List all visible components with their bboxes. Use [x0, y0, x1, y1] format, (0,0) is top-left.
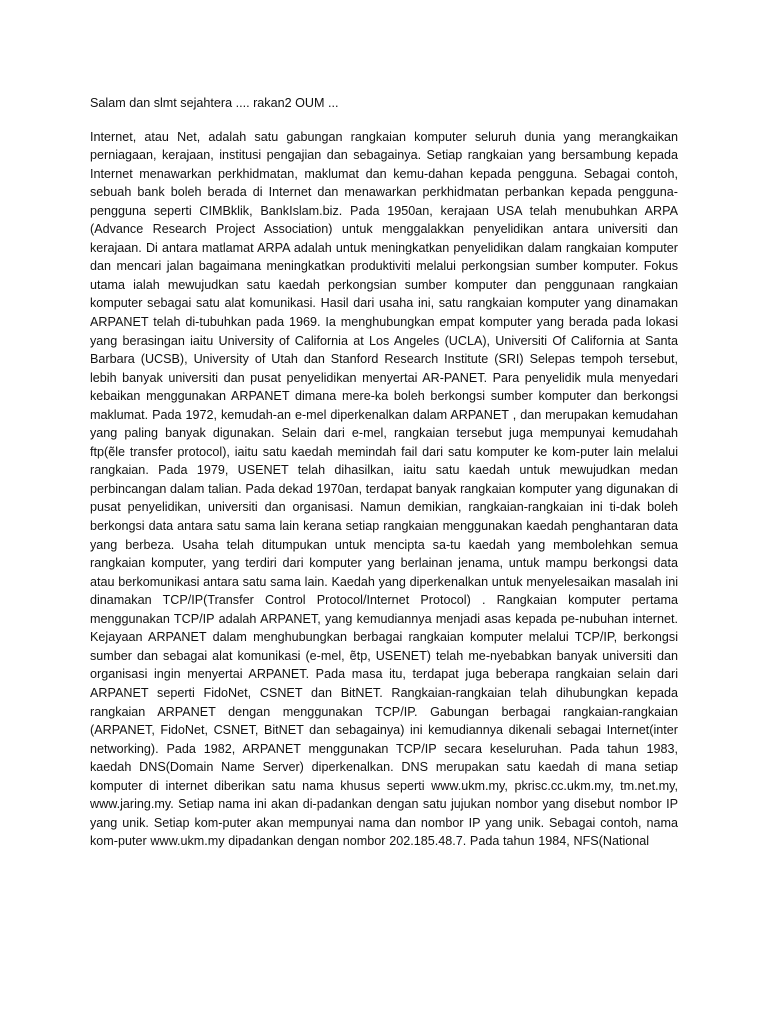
greeting-line: Salam dan slmt sejahtera .... rakan2 OUM ... — [90, 96, 339, 110]
body-paragraph: Internet, atau Net, adalah satu gabungan rangkaian komputer seluruh dunia yang merangkaikan perniagaan, kerajaan, institusi pengajian dan sebagainya. Setiap rangkaian yang bersambung kepada Internet menawarkan perkhidmatan, maklumat dan kemu-dahan kepada pengguna. Sebagai contoh, sebuah bank boleh berada di Internet dan menawarkan perkhidmatan perbankan kepada pengguna-pengguna seperti CIMBklik, BankIslam.biz. Pada 1950an, kerajaan USA telah menubuhkan ARPA (Advance Research Project Association) untuk menggalakkan penyelidikan antara universiti dan kerajaan. Di antara matlamat ARPA adalah untuk meningkatkan penyelidikan dalam rangkaian komputer dan mencari jalan bagaimana meningkatkan produktiviti melalui perkongsian sumber komputer. Fokus utama ialah mewujudkan satu kaedah perkongsian sumber komputer dan penggunaan rangkaian komputer sebagai satu alat komunikasi. Hasil dari usaha ini, satu rangkaian komputer yang dinamakan ARPANET telah di-tubuhkan pada 1969. Ia menghubungkan empat komputer yang berada pada lokasi yang berasingan iaitu University of California at Los Angeles (UCLA), Universiti Of California at Santa Barbara (UCSB), University of Utah dan Stanford Research Institute (SRI) Selepas tempoh tersebut, lebih banyak universiti dan pusat penyelidikan menyertai AR-PANET. Para penyelidik mula menyedari kebaikan menggunakan ARPANET dimana mere-ka boleh berkongsi sumber komputer dan berkongsi maklumat. Pada 1972, kemudah-an e-mel diperkenalkan dalam ARPANET , dan merupakan kemudahan yang paling banyak digunakan. Selain dari e-mel, rangkaian tersebut juga mempunyai kemudahah ftp(ẽle transfer protocol), iaitu satu kaedah memindah fail dari satu komputer ke kom-puter lain melalui rangkaian. Pada 1979, USENET telah dihasilkan, iaitu satu kaedah untuk mewujudkan medan perbincangan dalam talian. Pada dekad 1970an, terdapat banyak rangkaian komputer yang digunakan di pusat penyelidikan, universiti dan organisasi. Namun demikian, rangkaian-rangkaian ini ti-dak boleh berkongsi data antara satu sama lain kerana setiap rangkaian menggunakan kaedah penghantaran data yang berbeza. Usaha telah ditumpukan untuk mencipta sa-tu kaedah yang membolehkan semua rangkaian komputer, yang terdiri dari komputer yang berlainan jenama, untuk mampu berkongsi data atau berkomunikasi antara satu sama lain. Kaedah yang diperkenalkan untuk menyelesaikan masalah ini dinamakan TCP/IP(Transfer Control Protocol/Internet Protocol) . Rangkaian komputer pertama menggunakan TCP/IP adalah ARPANET, yang kemudiannya menjadi asas kepada pe-nubuhan internet. Kejayaan ARPANET dalam menghubungkan berbagai rangkaian komputer melalui TCP/IP, berkongsi sumber dan sebagai alat komunikasi (e-mel, ẽtp, USENET) telah me-nyebabkan banyak universiti dan organisasi ingin menyertai ARPANET. Pada masa itu, terdapat juga beberapa rangkaian selain dari ARPANET seperti FidoNet, CSNET dan BitNET. Rangkaian-rangkaian telah dihubungkan kepada rangkaian ARPANET dengan menggunakan TCP/IP. Gabungan berbagai rangkaian-rangkaian (ARPANET, FidoNet, CSNET, BitNET dan sebagainya) ini kemudiannya dikenali sebagai Internet(inter networking). Pada 1982, ARPANET menggunakan TCP/IP secara keseluruhan. Pada tahun 1983, kaedah DNS(Domain Name Server) diperkenalkan. DNS merupakan satu kaedah di mana setiap komputer di internet diberikan satu nama khusus seperti www.ukm.my, pkrisc.cc.ukm.my, tm.net.my, www.jaring.my. Setiap nama ini akan di-padankan dengan satu jujukan nombor yang disebut nombor IP yang unik. Setiap kom-puter akan mempunyai nama dan nombor IP yang unik. Sebagai contoh, nama kom-puter www.ukm.my dipadankan dengan nombor 202.185.48.7. Pada tahun 1984, NFS(National — [90, 129, 678, 849]
document-page — [90, 94, 678, 851]
